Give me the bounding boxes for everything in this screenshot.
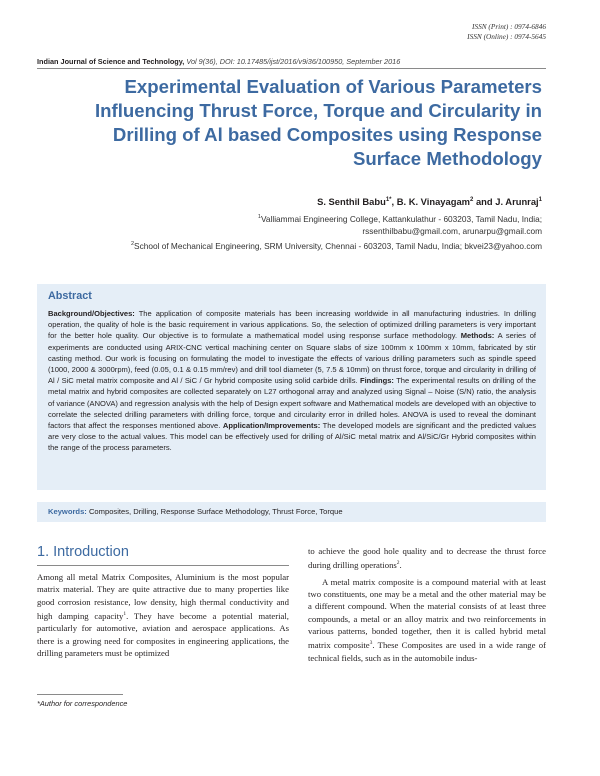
abstract-app-text: The developed models are significant and the predicted values are very close to the actual values. This model can be effectively used for drilling of Al/SiC metal matrix and Al/SiC/Gr Hybrid composites within the range of the process parameters.: [48, 421, 536, 453]
author-2-sup: 2: [470, 196, 474, 203]
affiliation-2-text: School of Mechanical Engineering, SRM University, Chennai - 603203, Tamil Nadu, India; bkvei23@yahoo.com: [134, 240, 542, 251]
citation-ref: 3: [369, 640, 373, 647]
affiliations: [22, 211, 542, 252]
intro-paragraph-1-cont: [308, 545, 546, 572]
abstract-findings-text: The experimental results on drilling of the metal matrix and hybrid composites are collected separately on L27 orthogonal array and analyzed using Signal – Noise (S/N) ratio, the analysis of variance (ANOVA) and regression analysis with the help of Design expert software and Mathematical models are developed with an objective to correlate the selected drilling parameters with drilling force, torque and circularity error in drilled holes. ANOVA is used to reveal the dominant factors that affect the responses mentioned above.: [48, 376, 536, 431]
intro-p2-end: .: [399, 560, 402, 571]
journal-details: Vol 9(36), DOI: 10.17485/ijst/2016/v9i36/100950, September 2016: [186, 57, 401, 66]
keywords: [48, 507, 343, 516]
abstract-methods-text: A series of experiments are conducted using ARIX-CNC vertical machining center on Square slabs of size 100mm x 100mm x 10mm, fabricated by stir casting method. Our work is focusing on formulating the model to investigate the effects of various drilling parameters such as spindle speed (1000, 2000 & 3000rpm), feed (0.05, 0.1 & 0.15 mm/rev) and drill tool diameter (5, 7.5 & 10mm) on thrust force, torque and circularity in drilling of Al / SiC metal matrix composite and Al / SiC / Gr hybrid composite using solid carbide drills.: [48, 331, 536, 386]
journal-name: Indian Journal of Science and Technology,: [37, 57, 185, 66]
affiliation-2-sup: 2: [130, 240, 135, 247]
footnote: *Author for correspondence: [37, 699, 128, 708]
intro-p1-text: Among all metal Matrix Composites, Aluminium is the most popular matrix material. They are quite attractive due to many properties like good corrosion resistance, low density, high thermal conductivity and high damping capacity: [37, 572, 289, 621]
right-column: [308, 545, 546, 664]
affiliation-1-text: Valliammai Engineering College, Kattankulathur - 603203, Tamil Nadu, India;: [260, 213, 542, 224]
abstract-findings-label: Findings:: [359, 376, 394, 386]
abstract-app-label: Application/Improvements:: [222, 421, 321, 431]
author-3: and J. Arunraj: [473, 196, 539, 207]
author-list: [317, 196, 542, 207]
author-2: , B. K. Vinayagam: [391, 196, 471, 207]
intro-paragraph-2: [308, 576, 546, 664]
citation-ref: 2: [396, 560, 400, 567]
section-heading-introduction: 1. Introduction: [37, 544, 129, 560]
issn-online: ISSN (Online) : 0974-5645: [467, 32, 546, 41]
issn-block: [467, 22, 546, 42]
author-3-sup: 1: [538, 196, 542, 203]
affiliation-1: [22, 211, 542, 225]
author-1-sup: 1*: [385, 196, 392, 203]
keywords-label: Keywords:: [48, 507, 87, 516]
header-divider: [37, 68, 546, 69]
intro-p2-text: to achieve the good hole quality and to decrease the thrust force during drilling operations: [308, 546, 546, 571]
affiliation-2: [22, 238, 542, 252]
footnote-divider: [37, 694, 123, 695]
article-title: Experimental Evaluation of Various Parameters Influencing Thrust Force, Torque and Circularity in Drilling of Al based Composites using Response Surface Methodology: [95, 76, 542, 169]
abstract-bg-label: Background/Objectives:: [48, 309, 135, 318]
affiliation-1-email: rssenthilbabu@gmail.com, arunarpu@gmail.com: [362, 226, 542, 237]
abstract-heading: Abstract: [48, 290, 92, 302]
issn-print: ISSN (Print) : 0974-6846: [472, 22, 546, 31]
abstract-text: [48, 308, 536, 454]
intro-p3-text: A metal matrix composite is a compound material with at least two constituents, one may be a metal and the other material may be a different compound. When the material consists of at least three compounds, a metal or an alloy matrix and two reinforcements in various patterns, bonded together, then it is called hybrid metal matrix composite: [308, 576, 546, 651]
left-column: [37, 571, 289, 659]
intro-p3-text-cont: . These Composites are used in a wide range of technical fields, such as in the automobile indus-: [308, 640, 546, 663]
intro-paragraph-1: [37, 571, 289, 659]
citation-ref: 1: [123, 611, 127, 618]
author-1: S. Senthil Babu: [317, 196, 386, 207]
affiliation-1-sup: 1: [257, 214, 261, 220]
abstract-methods-label: Methods:: [460, 331, 495, 341]
abstract-bg-text: The application of composite materials has been increasing worldwide in all manufacturing industries. In drilling operation, the quality of hole is the basic requirement in various applications. So, the selection of optimized drilling parameters is very important for the better hole quality. Our objective is to formulate a mathematical model using response surface methodology.: [48, 309, 536, 341]
section-divider: [37, 565, 289, 566]
intro-p1-text-cont: . They have become a potential material, particularly for automotive, aviation and aerospace applications. As there is a growing need for composites in engineering applications, the drilling parameters must be optimized: [37, 610, 289, 658]
keywords-text: Composites, Drilling, Response Surface Methodology, Thrust Force, Torque: [86, 507, 343, 516]
journal-citation: [37, 57, 400, 66]
